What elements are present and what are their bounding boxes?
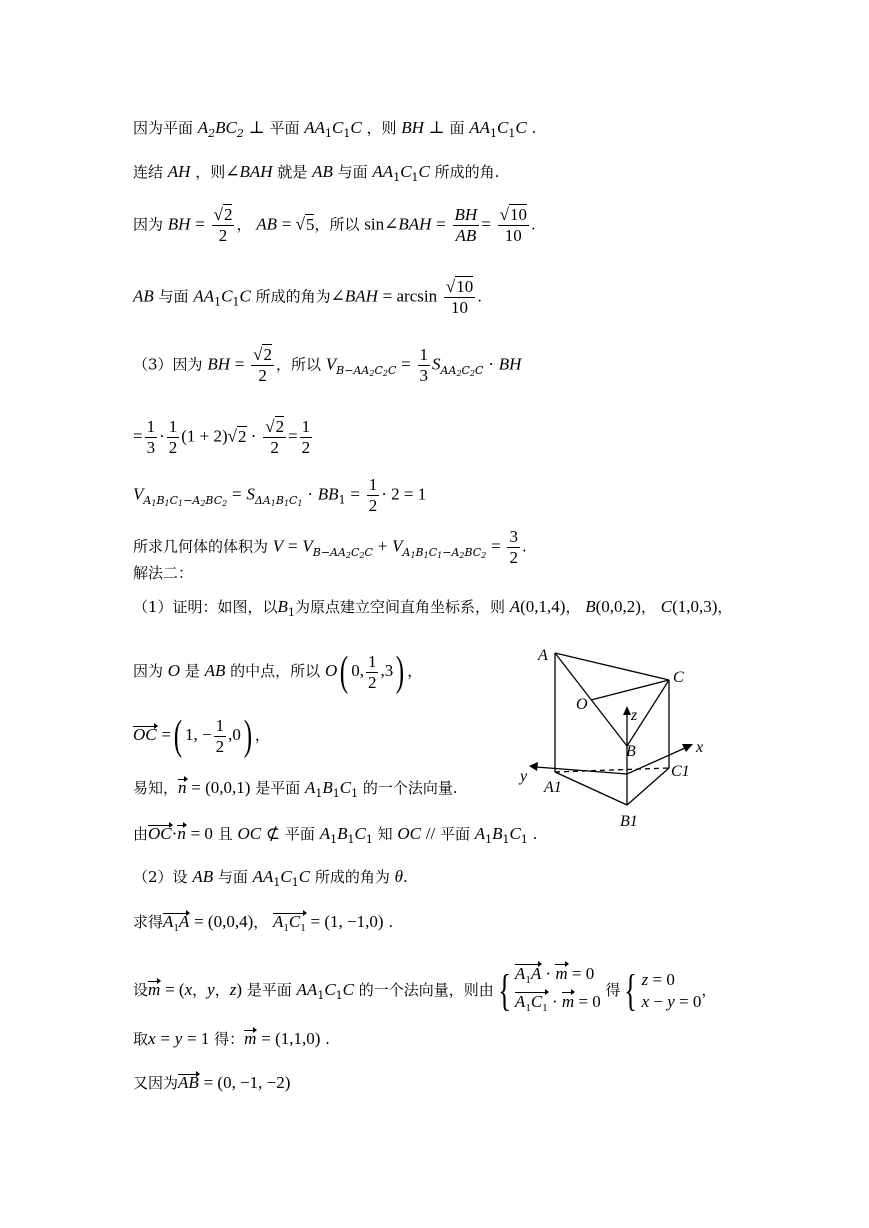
find-text: 求得 xyxy=(133,913,164,931)
line-arcsin: AB 与面 $AA_1C_1C$ 所成的角为∠BAH = arcsin $\frac{√10}{10}$ . xyxy=(133,277,482,317)
segment-oc xyxy=(591,680,669,700)
edge-b1c1 xyxy=(627,768,669,805)
label-a: A xyxy=(538,647,548,664)
section-label: 解法二： xyxy=(133,564,194,582)
label-b: B xyxy=(626,743,636,760)
label-y: y xyxy=(520,768,528,785)
line-coords: （1）证明：如图，以$B_1$为原点建立空间直角坐标系，则 A(0,1,4)， B(0,0,2)， C(1,0,3)， xyxy=(133,597,733,619)
line-part3: （3）因为 BH = $\frac{√2}{2}$ ，所以 $V_{B-AA_2C_2C}$ = $\frac{1}{3}$ $S_{AA_2C_2C}$ · BH xyxy=(133,345,522,385)
normal-tail: 的一个法向量. xyxy=(362,779,458,797)
label-o: O xyxy=(576,696,588,713)
line-ab-vector: 又因为AB = (0, −1, −2) xyxy=(133,1073,291,1092)
line-midpoint: 因为 O 是 AB 的中点，所以 O( 0, $\frac{1}{2}$ ,3) ， xyxy=(133,649,423,695)
line-prism-volume: $V_{A_1B_1C_1-A_2BC_2} = S_{\Delta A_1B_1C_1} \cdot BB_1$ = $\frac{1}{2}$ · 2 = 1 xyxy=(133,475,427,515)
prism-figure xyxy=(510,640,730,840)
also-text: 又因为 xyxy=(133,1074,179,1092)
part1-origin-tail: 为原点建立空间直角坐标系，则 xyxy=(294,598,505,616)
edge-a1b1 xyxy=(555,772,627,805)
line-total-volume: 所求几何体的体积为 $V = V_{B-AA_2C_2C} + V_{A_1B_1C_1-A_2BC_2}$ = $\frac{3}{2}$ . xyxy=(133,527,527,567)
y-arrowhead xyxy=(529,762,538,771)
take-text: 取 xyxy=(133,1030,149,1048)
label-z: z xyxy=(631,707,638,724)
line-normal-m: 设m = (x，y，z) 是平面 $AA_1C_1C$ 的一个法向量，则由{ $A_1A \cdot m = 0$ $A_1C_1 \cdot m = 0$ 得{ z = 0 x − y = 0 ， xyxy=(133,963,716,1019)
z-arrowhead xyxy=(623,706,631,715)
line-parallel: 由OC·n = 0 且 OC ⊄ 平面 $A_1B_1C_1$ 知 OC // 平面 $A_1B_1C_1$ . xyxy=(133,824,538,846)
line-connect-ah: 连结 AH ，则∠BAH 就是 AB 与面 $AA_1C_1C$ 所成的角. xyxy=(133,162,500,184)
label-x: x xyxy=(696,739,704,756)
line-take-m: 取x = y = 1 得：m = (1,1,0) . xyxy=(133,1029,330,1048)
line-volume-calc: = $\frac{1}{3}$ · $\frac{1}{2}$ (1 + 2)√2 · $\frac{√2}{2}$ = $\frac{1}{2}$ xyxy=(133,417,311,457)
oc-vector-label: OC xyxy=(133,725,157,744)
part1-intro: （1）证明：如图，以 xyxy=(133,598,278,616)
label-b1: B1 xyxy=(620,813,638,830)
line-part2: （2）设 AB 与面 $AA_1C_1C$ 所成的角为 θ. xyxy=(133,867,408,889)
line-find-vectors: 求得$A_1A = (0,0,4)$， $A_1C_1 = (1$, −1,0) . xyxy=(133,912,393,938)
set-text: 设 xyxy=(133,981,149,999)
line-normal-n: 易知，n = (0,0,1) 是平面 $A_1B_1C_1$ 的一个法向量. xyxy=(133,778,458,800)
proof-text: 由 xyxy=(133,825,149,843)
label-a1: A1 xyxy=(544,779,562,796)
label-c1: C1 xyxy=(671,763,690,780)
normal-text: 易知， xyxy=(133,779,179,797)
label-c: C xyxy=(673,669,684,686)
line-oc-vector: OC =( 1, − $\frac{1}{2}$ ,0) ， xyxy=(133,713,270,759)
line-sin-bah: 因为 BH = $\frac{√2}{2}$ ， AB = √5，所以 sin∠BAH = $\frac{BH}{AB}$ = $\frac{√10}{10}$ . xyxy=(133,205,536,245)
line-perp-plane: 因为平面 $A_2BC_2$ ⊥ 平面 $AA_1C_1C$ ，则 BH ⊥ 面 $AA_1C_1C$ . xyxy=(133,118,537,140)
